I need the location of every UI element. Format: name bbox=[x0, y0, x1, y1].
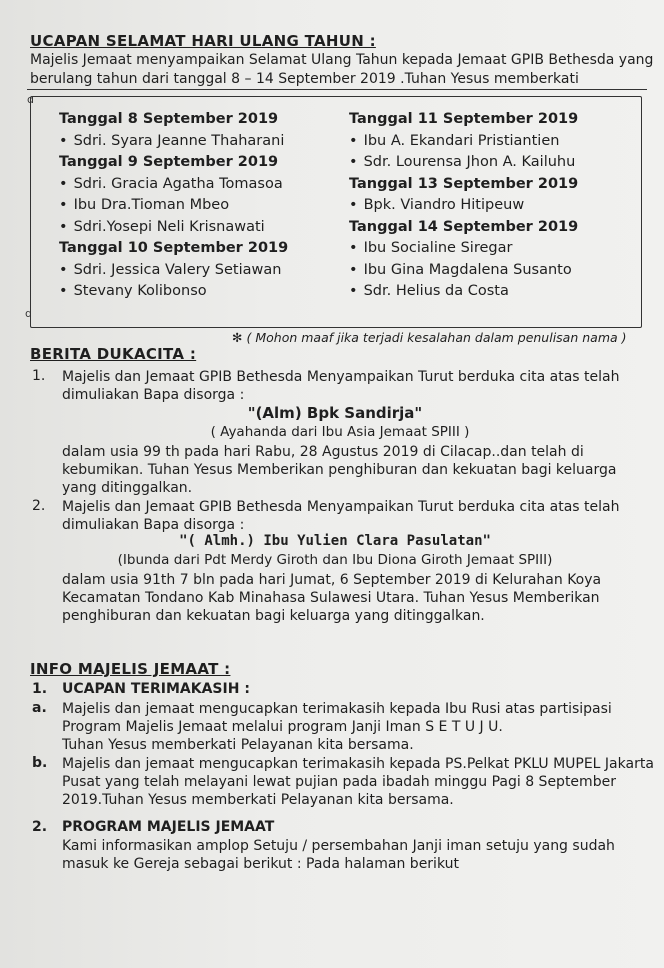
obituary-body-line: kebumikan. Tuhan Yesus Memberikan penghiburan dan kekuatan bagi keluarga bbox=[62, 462, 617, 478]
obituary-item-line: dimuliakan Bapa disorga : bbox=[62, 517, 245, 533]
birthday-person: • Sdri. Gracia Agatha Tomasoa bbox=[59, 174, 288, 196]
birthday-person: • Ibu A. Ekandari Pristiantien bbox=[349, 131, 578, 153]
birthday-date-heading: Tanggal 11 September 2019 bbox=[349, 111, 579, 127]
birthday-intro-line2: berulang tahun dari tanggal 8 – 14 September 2019 .Tuhan Yesus memberkati bbox=[30, 71, 579, 87]
info-item-line: Tuhan Yesus memberkati Pelayanan kita bersama. bbox=[62, 737, 414, 753]
obituary-item-line: dimuliakan Bapa disorga : bbox=[62, 387, 245, 403]
info-section2-line: Kami informasikan amplop Setuju / persembahan Janji iman setuju yang sudah bbox=[62, 838, 615, 854]
birthday-person: • Bpk. Viandro Hitipeuw bbox=[349, 195, 578, 217]
birthday-person: • Sdr. Lourensa Jhon A. Kailuhu bbox=[349, 152, 578, 174]
birthday-person: • Ibu Gina Magdalena Susanto bbox=[349, 260, 578, 282]
birthday-person: • Ibu Socialine Siregar bbox=[349, 238, 578, 260]
obituary-deceased-name: "(Alm) Bpk Sandirja" bbox=[247, 404, 423, 422]
info-item-line: Program Majelis Jemaat melalui program Janji Iman S E T U J U. bbox=[62, 719, 503, 735]
info-item-label: a. bbox=[32, 700, 47, 716]
obituary-item-number: 2. bbox=[32, 498, 46, 514]
obituary-body-line: dalam usia 99 th pada hari Rabu, 28 Agustus 2019 di Cilacap..dan telah di bbox=[62, 444, 584, 460]
info-item-line: 2019.Tuhan Yesus memberkati Pelayanan kita bersama. bbox=[62, 792, 454, 808]
info-section2-title: PROGRAM MAJELIS JEMAAT bbox=[62, 819, 275, 835]
birthday-person: • Sdri. Syara Jeanne Thaharani bbox=[59, 131, 288, 153]
obituary-body-line: penghiburan dan kekuatan bagi keluarga yang ditinggalkan. bbox=[62, 608, 485, 624]
info-item-line: Majelis dan jemaat mengucapkan terimakasih kepada Ibu Rusi atas partisipasi bbox=[62, 701, 612, 717]
info-section2-number: 2. bbox=[32, 819, 48, 835]
birthday-left-column bbox=[59, 109, 288, 303]
obituary-relation: (Ibunda dari Pdt Merdy Giroth dan Ibu Diona Giroth Jemaat SPIII) bbox=[117, 552, 553, 568]
birthday-date-heading: Tanggal 10 September 2019 bbox=[59, 240, 289, 256]
box-top-border bbox=[27, 89, 647, 90]
obituary-body-line: dalam usia 91th 7 bln pada hari Jumat, 6 September 2019 di Kelurahan Koya bbox=[62, 572, 602, 588]
birthday-person: • Sdri.Yosepi Neli Krisnawati bbox=[59, 217, 288, 239]
birthday-date-heading: Tanggal 9 September 2019 bbox=[59, 154, 279, 170]
birthday-date-heading: Tanggal 14 September 2019 bbox=[349, 218, 579, 235]
note-mark-icon: ✻ bbox=[232, 330, 243, 345]
obituary-item-line: Majelis dan Jemaat GPIB Bethesda Menyampaikan Turut berduka cita atas telah bbox=[62, 499, 620, 515]
obituary-heading: BERITA DUKACITA : bbox=[30, 345, 197, 363]
info-heading: INFO MAJELIS JEMAAT : bbox=[30, 660, 231, 678]
birthday-intro-line1: Majelis Jemaat menyampaikan Selamat Ulang Tahun kepada Jemaat GPIB Bethesda yang bbox=[30, 52, 654, 68]
apology-note bbox=[232, 330, 627, 345]
obituary-body-line: Kecamatan Tondano Kab Minahasa Sulawesi Utara. Tuhan Yesus Memberikan bbox=[62, 590, 600, 606]
birthday-person: • Sdr. Helius da Costa bbox=[349, 281, 578, 303]
apology-note-text: ( Mohon maaf jika terjadi kesalahan dalam penulisan nama ) bbox=[246, 330, 627, 345]
obituary-relation: ( Ayahanda dari Ibu Asia Jemaat SPIII ) bbox=[210, 424, 470, 440]
birthday-date-heading: Tanggal 8 September 2019 bbox=[59, 111, 279, 127]
birthday-list-box bbox=[25, 93, 642, 328]
info-section1-title: UCAPAN TERIMAKASIH : bbox=[62, 681, 250, 697]
scroll-curl-top: ɑ bbox=[27, 93, 34, 106]
obituary-body-line: yang ditinggalkan. bbox=[62, 480, 193, 496]
info-item-line: Pusat yang telah melayani lewat pujian pada ibadah minggu Pagi 8 September bbox=[62, 774, 616, 790]
info-item-label: b. bbox=[32, 755, 48, 771]
birthday-date-heading: Tanggal 13 September 2019 bbox=[349, 175, 579, 192]
birthday-person: • Ibu Dra.Tioman Mbeo bbox=[59, 195, 288, 217]
obituary-item-line: Majelis dan Jemaat GPIB Bethesda Menyampaikan Turut berduka cita atas telah bbox=[62, 369, 620, 385]
birthday-heading: UCAPAN SELAMAT HARI ULANG TAHUN : bbox=[30, 32, 376, 50]
obituary-deceased-name: "( Almh.) Ibu Yulien Clara Pasulatan" bbox=[179, 533, 491, 549]
birthday-right-column bbox=[349, 109, 578, 303]
info-section2-line: masuk ke Gereja sebagai berikut : Pada halaman berikut bbox=[62, 856, 459, 872]
obituary-item-number: 1. bbox=[32, 368, 46, 384]
info-item-line: Majelis dan jemaat mengucapkan terimakasih kepada PS.Pelkat PKLU MUPEL Jakarta bbox=[62, 756, 654, 772]
scroll-curl-bottom: ɑ bbox=[25, 307, 32, 320]
birthday-person: • Stevany Kolibonso bbox=[59, 281, 288, 303]
info-section1-number: 1. bbox=[32, 681, 48, 697]
birthday-person: • Sdri. Jessica Valery Setiawan bbox=[59, 260, 288, 282]
